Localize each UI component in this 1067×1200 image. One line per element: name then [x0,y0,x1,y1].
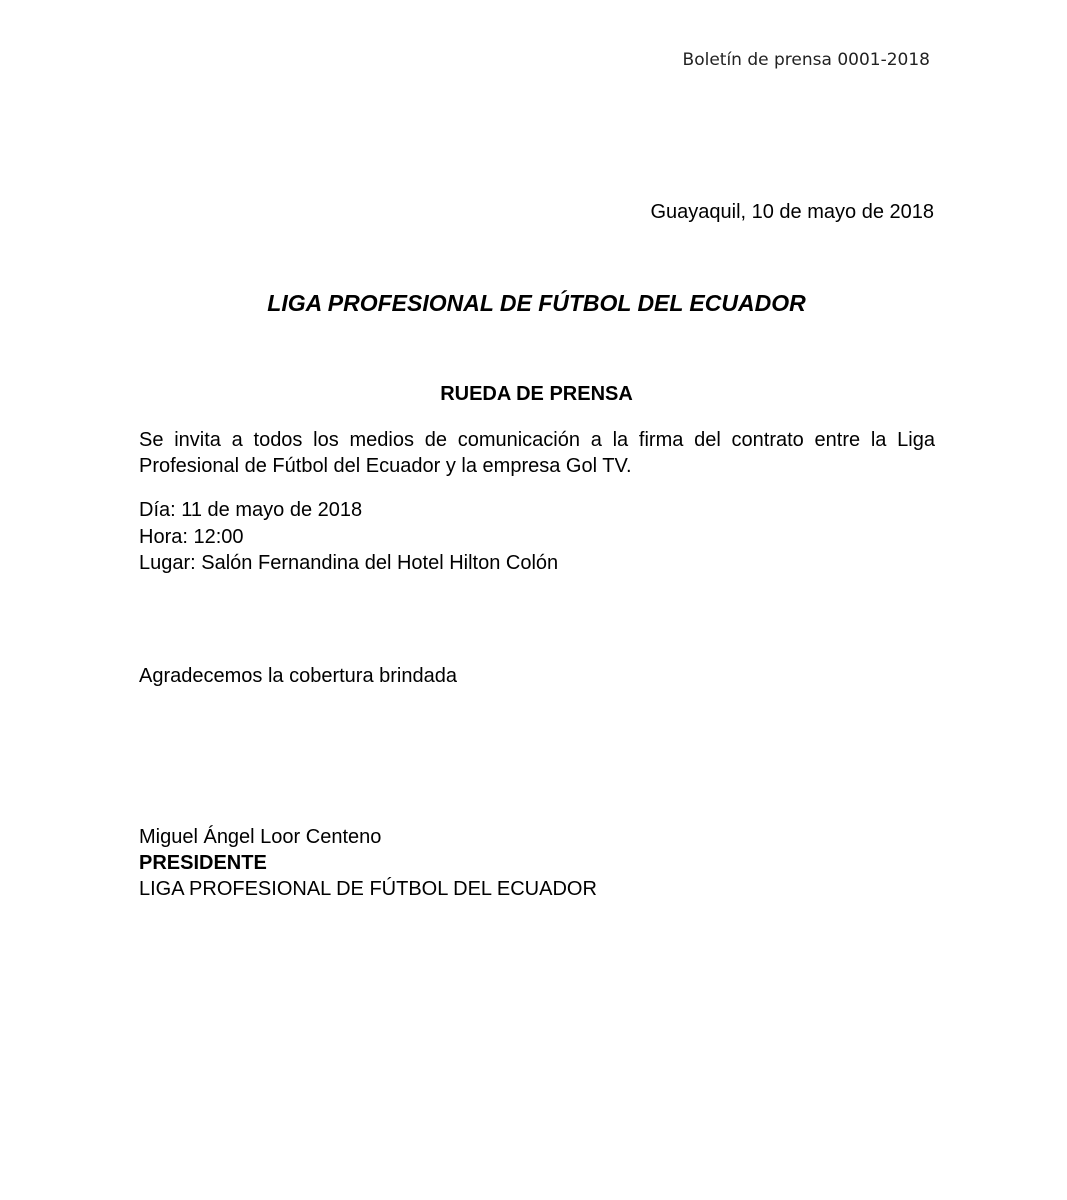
bulletin-number: Boletín de prensa 0001-2018 [682,50,930,70]
signature-block [139,824,597,902]
event-day: Día: 11 de mayo de 2018 [139,499,363,521]
organization-title: LIGA PROFESIONAL DE FÚTBOL DEL ECUADOR [267,290,806,316]
event-details [139,497,558,577]
signatory-organization: LIGA PROFESIONAL DE FÚTBOL DEL ECUADOR [139,878,597,900]
thanks-line: Agradecemos la cobertura brindada [139,665,457,687]
invitation-paragraph: Se invita a todos los medios de comunicación a la firma del contrato entre la Liga Profesional de Fútbol del Ecuador y la empresa Gol TV. [139,429,935,477]
signatory-role: PRESIDENTE [139,852,267,874]
event-time: Hora: 12:00 [139,525,244,548]
section-title: RUEDA DE PRENSA [440,383,633,405]
event-place: Lugar: Salón Fernandina del Hotel Hilton Colón [139,552,559,574]
place-date: Guayaquil, 10 de mayo de 2018 [650,201,934,223]
signatory-name: Miguel Ángel Loor Centeno [139,826,382,848]
